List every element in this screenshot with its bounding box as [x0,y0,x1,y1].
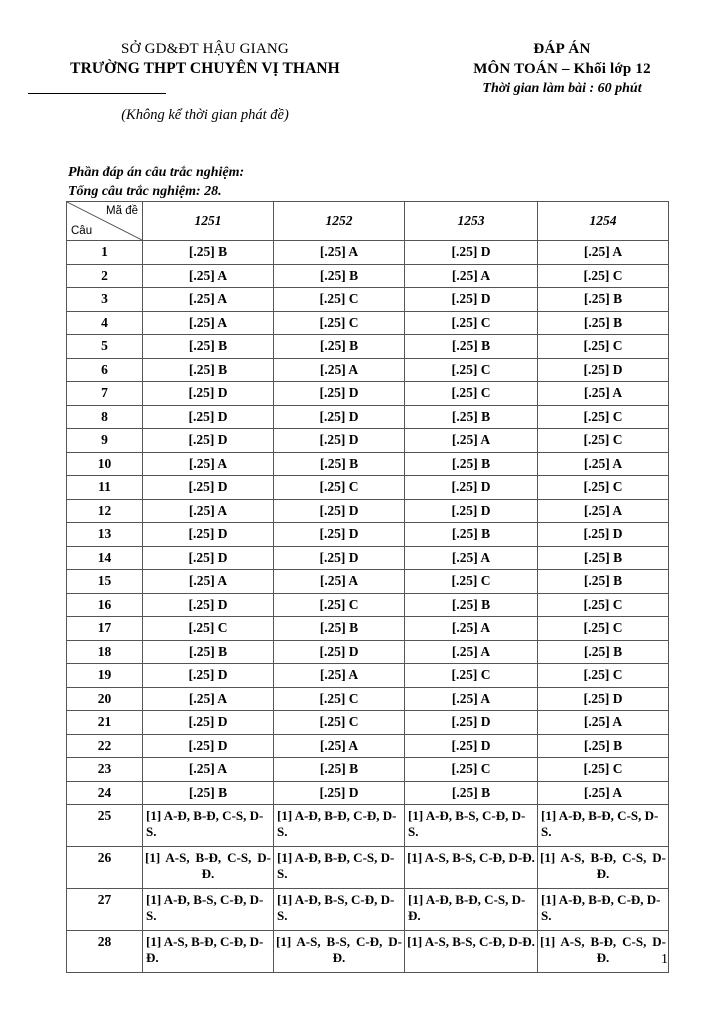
answer-cell: [.25] D [143,664,274,688]
answer-cell: [.25] D [143,593,274,617]
answer-cell: [.25] C [405,570,538,594]
corner-exam-code-label: Mã đề [106,205,138,217]
document-header [0,40,724,124]
question-number-cell: 25 [67,805,143,847]
answer-cell: [.25] B [274,617,405,641]
question-number-cell: 6 [67,358,143,382]
table-row [67,711,669,735]
answer-cell: [.25] B [405,523,538,547]
table-row [67,593,669,617]
header-right-block [400,40,724,98]
answer-cell: [.25] B [143,335,274,359]
answer-cell: [.25] A [538,499,669,523]
answer-cell: [.25] D [405,499,538,523]
answer-cell: [.25] D [405,476,538,500]
table-row [67,335,669,359]
answer-cell: [.25] D [143,429,274,453]
answer-cell: [.25] C [405,358,538,382]
answer-cell: [.25] C [538,758,669,782]
answer-cell: [.25] B [143,241,274,265]
answer-cell: [.25] A [274,734,405,758]
answer-cell: [.25] C [538,264,669,288]
answer-cell: [.25] B [405,593,538,617]
answer-cell: [1] A-Đ, B-Đ, C-S, D-S. [274,847,405,889]
answer-cell: [.25] B [143,640,274,664]
answer-key-title: ĐÁP ÁN [533,41,591,57]
column-header-code-3: 1253 [405,202,538,241]
question-number-cell: 8 [67,405,143,429]
answer-cell: [.25] D [274,429,405,453]
answer-cell: [1] A-Đ, B-Đ, C-S, D-S. [143,805,274,847]
answer-cell: [.25] D [143,523,274,547]
answer-cell: [.25] B [538,546,669,570]
answer-cell: [1] A-Đ, B-S, C-Đ, D-S. [405,805,538,847]
table-row [67,758,669,782]
answer-cell: [.25] A [405,640,538,664]
answer-cell: [.25] A [143,758,274,782]
answer-cell: [.25] C [405,382,538,406]
question-number-cell: 5 [67,335,143,359]
answer-cell: [.25] D [143,476,274,500]
question-number-cell: 23 [67,758,143,782]
question-number-cell: 18 [67,640,143,664]
answer-cell: [.25] D [143,382,274,406]
header-left-block [0,40,400,124]
answer-cell: [1] A-Đ, B-Đ, C-Đ, D-S. [538,889,669,931]
answer-cell: [.25] C [538,335,669,359]
answer-cell: [.25] D [274,640,405,664]
answer-cell: [.25] C [274,687,405,711]
answer-cell: [.25] C [405,311,538,335]
answer-cell: [.25] B [143,358,274,382]
table-row [67,288,669,312]
section-captions [68,163,244,201]
answer-cell: [.25] A [405,617,538,641]
answer-cell: [.25] B [274,758,405,782]
answer-cell: [.25] A [143,687,274,711]
answer-cell: [.25] B [274,264,405,288]
table-row [67,311,669,335]
question-number-cell: 1 [67,241,143,265]
table-row [67,264,669,288]
answer-cell: [.25] B [405,452,538,476]
answer-cell: [1] A-Đ, B-S, C-Đ, D-S. [274,889,405,931]
answer-cell: [.25] D [274,499,405,523]
answer-cell: [.25] A [274,664,405,688]
answer-cell: [.25] C [538,664,669,688]
table-row [67,617,669,641]
school-name: TRƯỜNG THPT CHUYÊN VỊ THANH [70,60,340,77]
corner-header-cell [67,202,143,241]
column-header-code-2: 1252 [274,202,405,241]
page-number: 1 [661,952,668,967]
answer-cell: [1] A-S, B-S, C-Đ, D-Đ. [274,931,405,973]
answer-cell: [.25] D [538,523,669,547]
answer-cell: [1] A-S, B-Đ, C-S, D-Đ. [143,847,274,889]
question-number-cell: 16 [67,593,143,617]
question-number-cell: 4 [67,311,143,335]
answer-cell: [.25] A [143,311,274,335]
column-header-code-1: 1251 [143,202,274,241]
answer-cell: [1] A-S, B-S, C-Đ, D-Đ. [405,931,538,973]
column-header-code-4: 1254 [538,202,669,241]
answer-cell: [.25] A [143,264,274,288]
table-row [67,640,669,664]
answer-cell: [1] A-Đ, B-Đ, C-S, D-S. [538,805,669,847]
answer-cell: [.25] C [405,758,538,782]
question-number-cell: 7 [67,382,143,406]
table-row [67,687,669,711]
question-number-cell: 12 [67,499,143,523]
table-row [67,889,669,931]
question-number-cell: 28 [67,931,143,973]
answer-cell: [.25] D [274,523,405,547]
answer-cell: [.25] A [405,264,538,288]
answer-cell: [.25] C [538,429,669,453]
answer-cell: [.25] D [143,546,274,570]
answer-cell: [.25] B [143,781,274,805]
answer-cell: [.25] C [538,476,669,500]
answer-cell: [.25] A [274,570,405,594]
answer-cell: [.25] B [538,288,669,312]
answer-cell: [.25] B [538,734,669,758]
answer-cell: [.25] B [538,570,669,594]
exam-distribution-note: (Không kể thời gian phát đề) [121,107,289,123]
table-row [67,241,669,265]
question-number-cell: 14 [67,546,143,570]
answer-cell: [.25] A [405,429,538,453]
answer-cell: [1] A-S, B-Đ, C-S, D-Đ. [538,931,669,973]
answer-cell: [.25] A [405,546,538,570]
table-row [67,805,669,847]
answer-cell: [.25] D [274,781,405,805]
answer-cell: [.25] A [538,452,669,476]
answer-cell: [1] A-Đ, B-Đ, C-S, D-Đ. [405,889,538,931]
answer-cell: [.25] A [143,288,274,312]
answer-cell: [.25] B [274,335,405,359]
table-row [67,847,669,889]
answer-cell: [.25] A [538,241,669,265]
question-number-cell: 24 [67,781,143,805]
question-number-cell: 3 [67,288,143,312]
answer-cell: [.25] A [143,452,274,476]
answer-cell: [.25] B [538,640,669,664]
question-number-cell: 27 [67,889,143,931]
answer-cell: [.25] C [274,311,405,335]
answer-cell: [1] A-S, B-S, C-Đ, D-Đ. [405,847,538,889]
multiple-choice-section-title: Phần đáp án câu trắc nghiệm: [68,165,245,180]
exam-duration: Thời gian làm bài : 60 phút [482,81,642,96]
table-row [67,546,669,570]
answer-cell: [.25] D [405,734,538,758]
question-number-cell: 10 [67,452,143,476]
answer-cell: [1] A-Đ, B-S, C-Đ, D-S. [143,889,274,931]
table-row [67,734,669,758]
answer-cell: [.25] B [274,452,405,476]
answer-cell: [.25] C [143,617,274,641]
answer-table-body [67,241,669,973]
question-number-cell: 20 [67,687,143,711]
answer-cell: [.25] C [538,617,669,641]
answer-cell: [.25] D [538,358,669,382]
answer-cell: [.25] A [274,358,405,382]
answer-cell: [.25] D [143,734,274,758]
table-header-row [67,202,669,241]
answer-cell: [.25] A [538,781,669,805]
answer-cell: [.25] A [143,570,274,594]
answer-cell: [.25] C [274,593,405,617]
table-row [67,452,669,476]
answer-cell: [.25] B [405,781,538,805]
table-row [67,405,669,429]
question-number-cell: 22 [67,734,143,758]
question-number-cell: 2 [67,264,143,288]
answer-cell: [.25] D [274,405,405,429]
question-number-cell: 21 [67,711,143,735]
answer-cell: [.25] C [274,476,405,500]
answer-cell: [.25] B [405,405,538,429]
answer-cell: [.25] A [143,499,274,523]
answer-cell: [.25] A [274,241,405,265]
answer-cell: [.25] D [143,711,274,735]
table-row [67,499,669,523]
answer-cell: [.25] B [538,311,669,335]
question-number-cell: 19 [67,664,143,688]
answer-cell: [1] A-Đ, B-Đ, C-Đ, D-S. [274,805,405,847]
answer-cell: [.25] C [274,711,405,735]
header-divider-rule [28,93,166,94]
answer-key-table [66,201,669,973]
subject-and-grade: MÔN TOÁN – Khối lớp 12 [473,61,651,77]
answer-cell: [.25] C [274,288,405,312]
question-number-cell: 11 [67,476,143,500]
question-number-cell: 26 [67,847,143,889]
answer-cell: [1] A-S, B-Đ, C-Đ, D-Đ. [143,931,274,973]
table-row [67,358,669,382]
question-number-cell: 17 [67,617,143,641]
answer-cell: [.25] D [274,382,405,406]
table-row [67,523,669,547]
total-questions-line: Tổng câu trắc nghiệm: 28. [68,184,222,199]
question-number-cell: 15 [67,570,143,594]
answer-cell: [.25] D [274,546,405,570]
table-row [67,931,669,973]
answer-cell: [.25] A [538,382,669,406]
table-row [67,429,669,453]
answer-cell: [.25] D [143,405,274,429]
answer-cell: [.25] A [405,687,538,711]
answer-cell: [.25] C [405,664,538,688]
table-row [67,382,669,406]
answer-cell: [.25] D [405,241,538,265]
table-row [67,664,669,688]
answer-cell: [.25] D [538,687,669,711]
table-row [67,781,669,805]
answer-cell: [.25] A [538,711,669,735]
question-number-cell: 9 [67,429,143,453]
table-row [67,476,669,500]
answer-cell: [1] A-S, B-Đ, C-S, D-Đ. [538,847,669,889]
table-row [67,570,669,594]
corner-question-label: Câu [71,225,93,237]
question-number-cell: 13 [67,523,143,547]
answer-cell: [.25] C [538,405,669,429]
answer-cell: [.25] D [405,288,538,312]
answer-cell: [.25] B [405,335,538,359]
answer-cell: [.25] D [405,711,538,735]
department-name: SỞ GD&ĐT HẬU GIANG [121,41,289,57]
answer-cell: [.25] C [538,593,669,617]
